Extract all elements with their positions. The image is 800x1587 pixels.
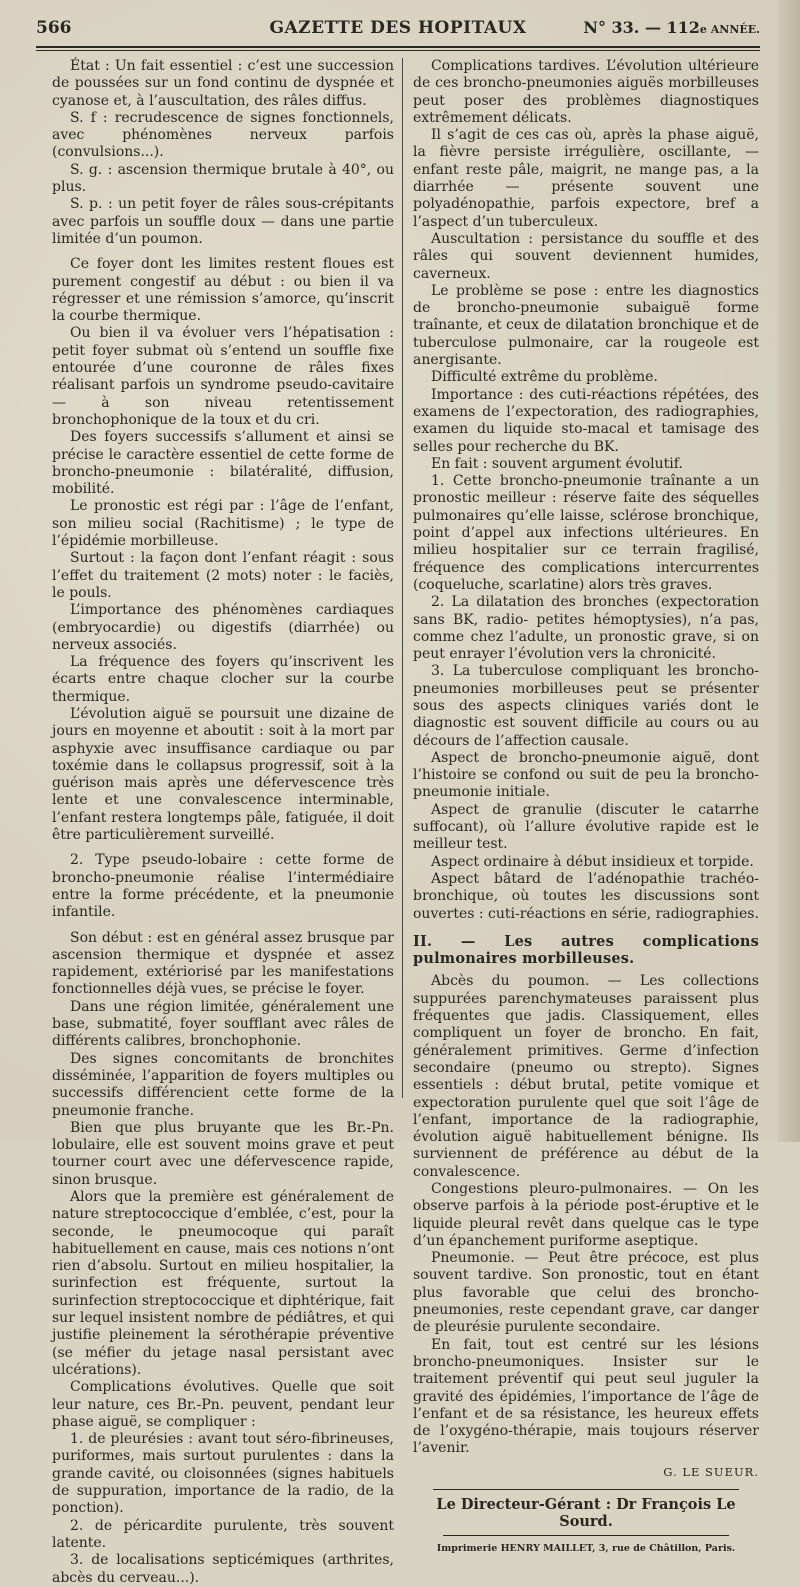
paragraph: Son début : est en général assez brusque par ascension thermique et dyspnée et assez rapidement, extériorisé par les manifestations fonctionnelles déjà vues, se précise le foyer.: [52, 929, 394, 998]
paragraph: Aspect de broncho-pneumonie aiguë, dont l’histoire se confond ou suit de peu la broncho-pneumonie initiale.: [413, 749, 759, 801]
paragraph: Aspect ordinaire à début insidieux et torpide.: [431, 853, 754, 870]
paragraph: Aspect de granulie (discuter le catarrhe suffocant), où l’allure évolutive rapide est le meilleur test.: [413, 801, 759, 853]
footer-rule: [433, 1489, 739, 1490]
paragraph: La fréquence des foyers qu’inscrivent les écarts entre chaque clocher sur la courbe thermique.: [52, 654, 394, 705]
paragraph: Congestions pleuro-pulmonaires. — On les observe parfois à la période post-éruptive et le liquide pleural revêt dans quelque cas le type d’un épanchement puriforme aseptique.: [413, 1181, 759, 1249]
journal-title: GAZETTE DES HOPITAUX: [269, 18, 527, 38]
paragraph: Dans une région limitée, généralement une base, submatité, foyer soufflant avec râles de différents calibres, bronchophonie.: [52, 998, 394, 1050]
paragraph: Le problème se pose : entre les diagnostics de broncho-pneumonie subaiguë forme traînante, et ceux de dilatation bronchique et de tuberculose pulmonaire, car la rougeole est anergisante.: [413, 282, 759, 369]
paragraph: Importance : des cuti-réactions répétées, des examens de l’expectoration, des radiographies, examen du liquide sto-macal et tamisage des selles pour recherche du BK.: [413, 386, 759, 455]
list-item: 1. Cette broncho-pneumonie traînante a un pronostic meilleur : réserve faite des séquelles pulmonaires qu’elle laisse, sclérose bronchique, point d’appel aux infections ultérieures. En milieu hospitalier sur ce terrain fragilisé, fréquence des complications intercurrentes (coqueluche, scarlatine) alors très graves.: [413, 473, 759, 593]
paragraph: Il s’agit de ces cas où, après la phase aiguë, la fièvre persiste irrégulière, oscillante, — enfant reste pâle, maigrit, ne mange pas, a la diarrhée — présente souvent une polyadénopathie, parfois expectore, bref a l’aspect d’un tuberculeux.: [413, 127, 759, 230]
issue-main: N° 33. — 112: [583, 18, 700, 37]
paragraph: S. g. : ascension thermique brutale à 40°, ou plus.: [52, 161, 394, 196]
header-rule-thin: [36, 50, 760, 51]
paragraph: L’évolution aiguë se poursuit une dizaine de jours en moyenne et aboutit : soit à la mort par asphyxie avec insuffisance cardiaque ou par toxémie dans le collapsus progressif, soit à la guérison mais après une défervescence très lente et une convalescence interminable, l’enfant restera longtemps pâle, fatiguée, il doit être particulièrement surveillé.: [52, 705, 394, 844]
paragraph: Des signes concomitants de bronchites disséminée, l’apparition de foyers multiples ou successifs différencient cette forme de la pneumonie franche.: [52, 1050, 394, 1119]
paragraph: Ce foyer dont les limites restent floues est purement congestif au début : ou bien il va régresser et une rémission s’amorce, qu’inscrit la courbe thermique.: [52, 256, 394, 325]
list-item: 2. La dilatation des bronches (expectoration sans BK, radio- petites hémoptysies), n’a pas, comme chez l’adulte, un pronostic grave, si on peut enrayer l’évolution vers la chronicité.: [413, 594, 759, 663]
issue-suffix: e ANNÉE.: [699, 23, 760, 36]
right-column: [413, 58, 759, 1557]
paragraph: Alors que la première est généralement de nature streptococcique d’emblée, c’est, pour la seconde, le pneumocoque qui paraît habituellement en cause, mais ces notions n’ont rien d’absolu. Surtout en milieu hospitalier, la surinfection est fréquente, surtout la surinfection streptococcique et diphtérique, fait sur lequel insistent nombre de pédiâtres, et qui justifie pleinement la sérothérapie préventive (se méfier du jetage nasal persistant avec ulcérations).: [52, 1189, 394, 1378]
paragraph: L’importance des phénomènes cardiaques (embryocardie) ou digestifs (diarrhée) ou nerveux associés.: [52, 602, 394, 653]
list-item: 3. La tuberculose compliquant les broncho-pneumonies morbilleuses peut se présenter sous des aspects cliniques variés dont le diagnostic est souvent difficile au cours ou au décours de l’affection causale.: [413, 663, 759, 749]
paragraph: S. p. : un petit foyer de râles sous-crépitants avec parfois un souffle doux — dans une partie limitée d’un poumon.: [52, 196, 394, 247]
page-edge: [778, 0, 800, 1142]
paragraph: Bien que plus bruyante que les Br.-Pn. lobulaire, elle est souvent moins grave et peut tourner court avec une défervescence rapide, sinon brusque.: [52, 1119, 394, 1188]
printer-line: Imprimerie HENRY MAILLET, 3, rue de Châtillon, Paris.: [436, 1542, 736, 1554]
paragraph: Auscultation : persistance du souffle et des râles qui souvent deviennent humides, caverneux.: [413, 230, 759, 282]
paragraph: Abcès du poumon. — Les collections suppurées parenchymateuses paraissent plus fréquentes que jadis. Classiquement, elles compliquent un foyer de broncho. En fait, généralement primitives. Germe d’infection secondaire (pneumo ou strepto). Signes essentiels : début brutal, petite vomique et expectoration purulente quel que soit l’âge de l’enfant, importance de la radiographie, évolution aiguë habituellement bénigne. Ils surviennent de préférence au début de la convalescence.: [413, 973, 759, 1180]
page-number: 566: [36, 18, 72, 38]
paragraph: État : Un fait essentiel : c’est une succession de poussées sur un fond continu de dyspnée et cyanose et, à l’auscultation, des râles diffus.: [52, 58, 394, 109]
paragraph: Complications évolutives. Quelle que soit leur nature, ces Br.-Pn. peuvent, pendant leur phase aiguë, se compliquer :: [52, 1379, 394, 1430]
paragraph: Difficulté extrême du problème.: [431, 369, 658, 386]
director-line: Le Directeur-Gérant : Dr François Le Sourd.: [436, 1496, 736, 1531]
section-heading: II. — Les autres complications pulmonaires morbilleuses.: [413, 932, 759, 968]
page-header: [36, 14, 760, 44]
issue-number: [583, 18, 760, 37]
paragraph: Surtout : la façon dont l’enfant réagit : sous l’effet du traitement (2 mots) noter : le faciès, le pouls.: [52, 550, 394, 601]
paragraph: En fait : souvent argument évolutif.: [431, 455, 683, 472]
paragraph: S. f : recrudescence de signes fonctionnels, avec phénomènes nerveux parfois (convulsions...).: [52, 109, 394, 161]
column-divider: [402, 58, 403, 1098]
header-rule: [36, 46, 760, 48]
subsection-title: 2. Type pseudo-lobaire : cette forme de broncho-pneumonie réalise l’intermédiaire entre la forme précédente, et la pneumonie infantile.: [52, 852, 394, 921]
paragraph: Ou bien il va évoluer vers l’hépatisation : petit foyer submat où s’entend un souffle fixe entourée d’une couronne de râles fixes réalisant parfois un syndrome pseudo-cavitaire — à son niveau retentissement bronchophonique de la toux et du cri.: [52, 325, 394, 428]
footer-rule-thin: [443, 1535, 729, 1536]
paragraph: Pneumonie. — Peut être précoce, est plus souvent tardive. Son pronostic, tout en étant plus favorable que celui des broncho-pneumonies, reste cependant grave, car danger de pleurésie purulente secondaire.: [413, 1250, 759, 1336]
list-item: 3. de localisations septicémiques (arthrites, abcès du cerveau...).: [52, 1552, 394, 1586]
paragraph: Le pronostic est régi par : l’âge de l’enfant, son milieu social (Rachitisme) ; le type de l’épidémie morbilleuse.: [52, 498, 394, 550]
left-column: [52, 58, 394, 1587]
paragraph: En fait, tout est centré sur les lésions broncho-pneumoniques. Insister sur le traitement préventif qui peut seul juguler la gravité des épidémies, l’importance de l’âge de l’enfant et de sa résistance, les heureux effets de l’oxygéno-thérapie, mais toujours réserver l’avenir.: [413, 1336, 759, 1457]
paragraph: Complications tardives. L’évolution ultérieure de ces broncho-pneumonies aiguës morbilleuses peut poser des problèmes diagnostiques extrêmement délicats.: [413, 58, 759, 126]
list-item: 2. de péricardite purulente, très souvent latente.: [52, 1517, 394, 1551]
paragraph: Aspect bâtard de l’adénopathie trachéo-bronchique, où toutes les discussions sont ouvertes : cuti-réactions en série, radiographies.: [413, 870, 759, 922]
paragraph: Des foyers successifs s’allument et ainsi se précise le caractère essentiel de cette forme de broncho-pneumonie : bilatéralité, diffusion, mobilité.: [52, 429, 394, 498]
author-signature: G. LE SUEUR.: [663, 1464, 759, 1479]
list-item: 1. de pleurésies : avant tout séro-fibrineuses, puriformes, mais surtout purulentes : dans la grande cavité, ou cloisonnées (signes habituels de suppuration, importance de la radio, de la ponction).: [52, 1431, 394, 1517]
